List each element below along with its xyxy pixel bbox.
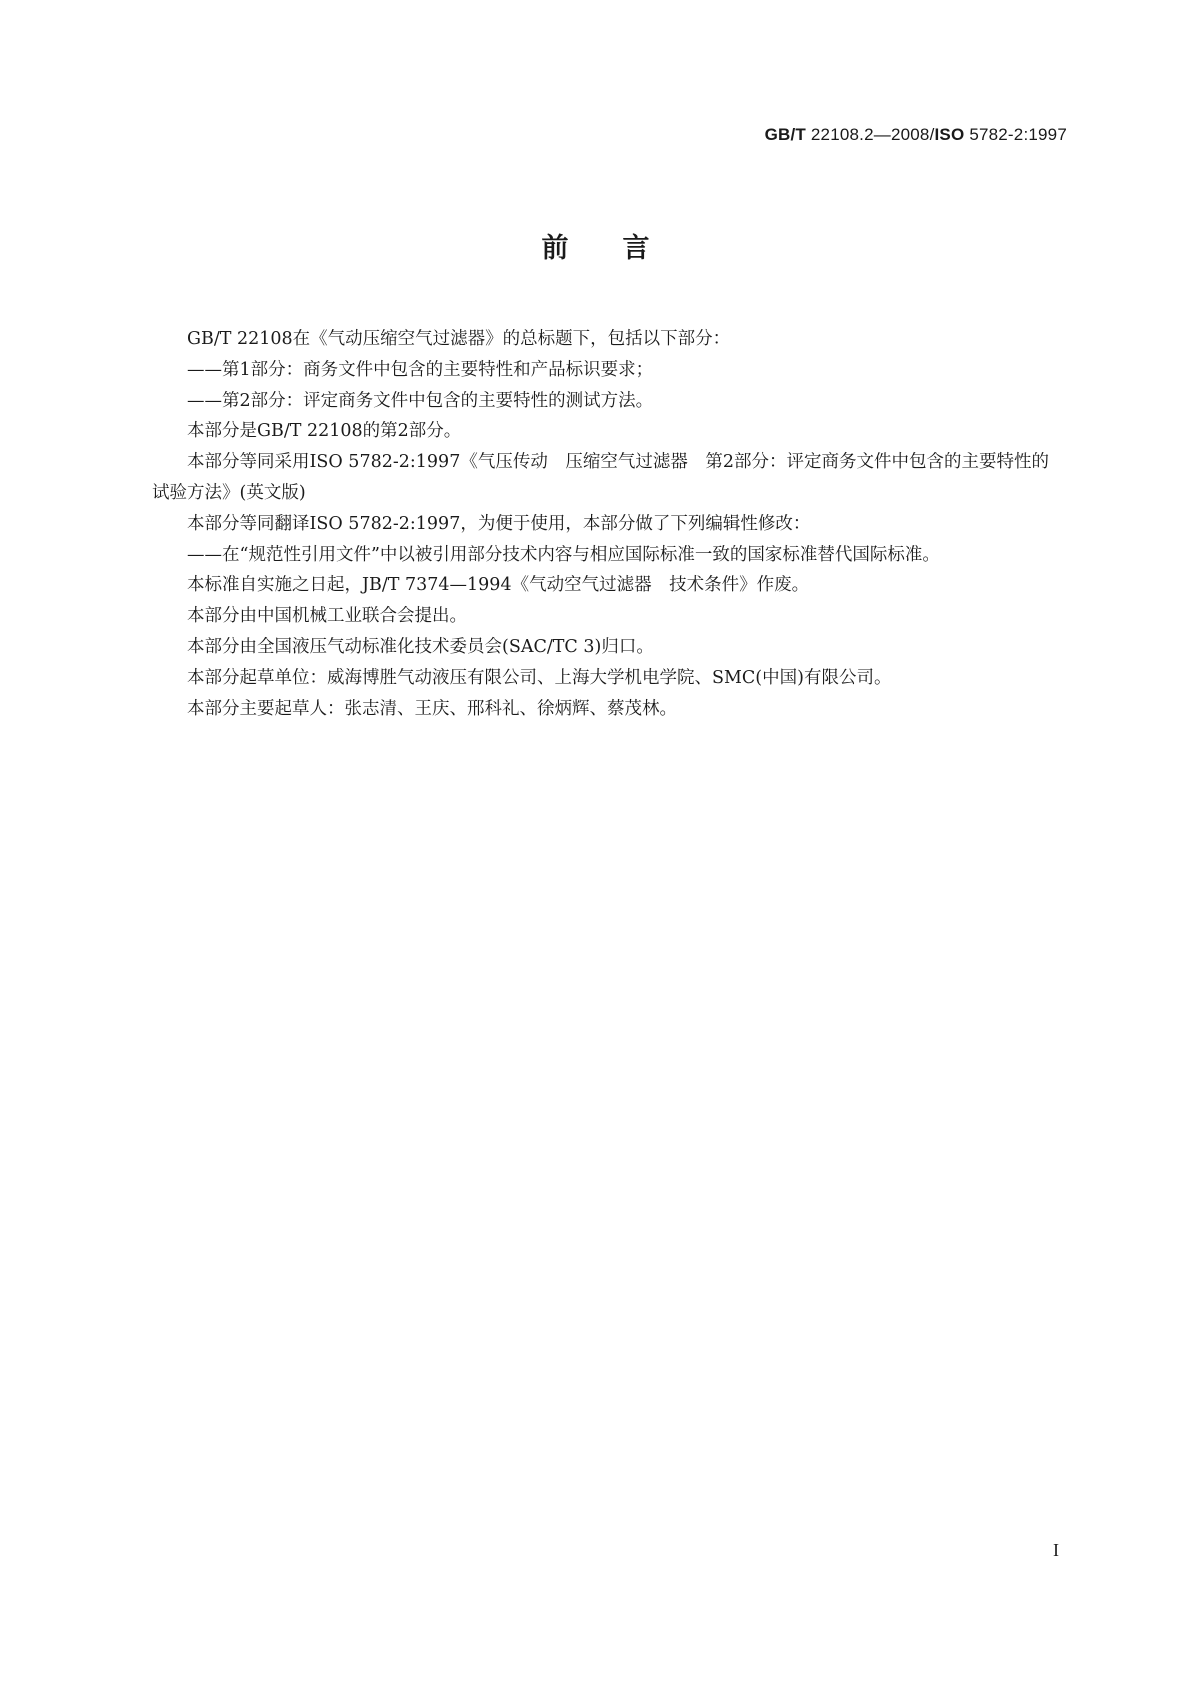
- page-title: [0, 226, 1191, 265]
- foreword-body: [152, 324, 1062, 724]
- standard-number: [765, 125, 1067, 145]
- page-number: I: [1053, 1540, 1059, 1560]
- standard-code: 22108.2—2008/: [805, 125, 935, 144]
- paragraph-drafting-units: 本部分起草单位：威海博胜气动液压有限公司、上海大学机电学院、SMC(中国)有限公司。: [187, 667, 892, 688]
- list-item-part-1: ——第1部分：商务文件中包含的主要特性和产品标识要求；: [187, 359, 654, 380]
- iso-code: 5782-2:1997: [964, 125, 1067, 144]
- title-char-1: 前: [541, 233, 569, 264]
- paragraph-drafters: 本部分主要起草人：张志清、王庆、邢科礼、徐炳辉、蔡茂林。: [187, 698, 677, 719]
- paragraph-proposed-by: 本部分由中国机械工业联合会提出。: [187, 606, 467, 627]
- paragraph-adoption: 本部分等同采用ISO 5782-2:1997《气压传动 压缩空气过滤器 第2部分：评定商务文件中包含的主要特性的试验方法》(英文版): [152, 452, 1049, 503]
- paragraph-supersedes: 本标准自实施之日起，JB/T 7374—1994《气动空气过滤器 技术条件》作废。: [187, 575, 810, 596]
- paragraph-series-intro: GB/T 22108在《气动压缩空气过滤器》的总标题下，包括以下部分：: [187, 329, 731, 349]
- paragraph-managed-by: 本部分由全国液压气动标准化技术委员会(SAC/TC 3)归口。: [187, 636, 654, 657]
- title-char-2: 言: [622, 233, 650, 264]
- list-item-edit: ——在“规范性引用文件”中以被引用部分技术内容与相应国际标准一致的国家标准替代国际标准。: [187, 544, 940, 565]
- paragraph-part-statement: 本部分是GB/T 22108的第2部分。: [187, 421, 462, 442]
- paragraph-translation: 本部分等同翻译ISO 5782-2:1997，为便于使用，本部分做了下列编辑性修改：: [187, 513, 811, 534]
- standard-prefix: GB/T: [764, 125, 806, 144]
- list-item-part-2: ——第2部分：评定商务文件中包含的主要特性的测试方法。: [187, 390, 654, 411]
- iso-prefix: ISO: [934, 125, 965, 144]
